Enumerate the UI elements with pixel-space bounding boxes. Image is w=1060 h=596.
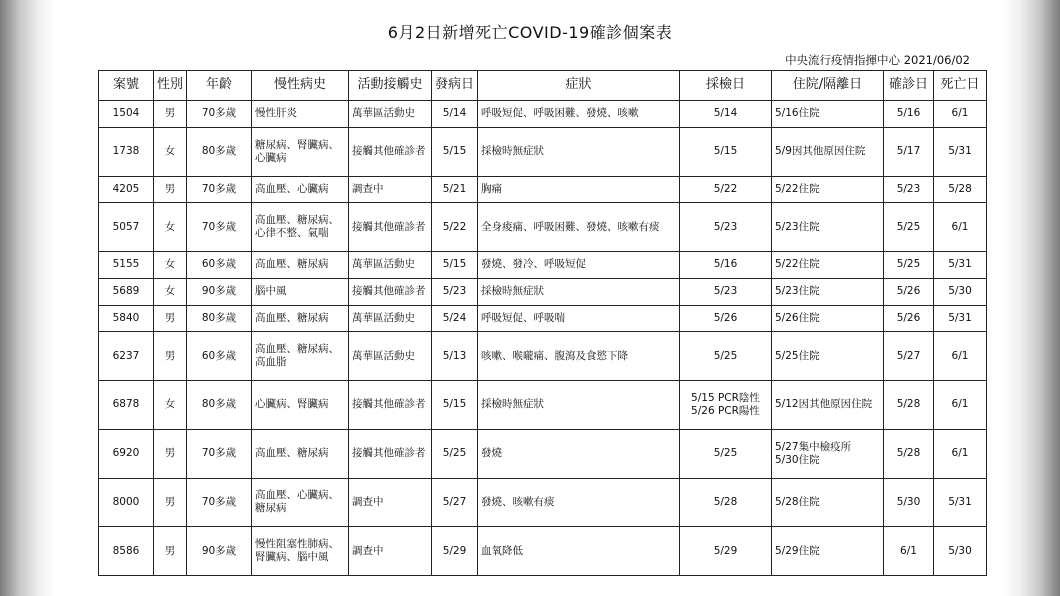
cell-hospitalization-date: 5/23住院 [772,203,884,252]
cell-chronic-history: 高血壓、糖尿病 [252,429,349,478]
cell-symptoms: 發燒、發冷、呼吸短促 [478,252,680,279]
table-row [99,527,987,576]
cell-confirmed-date: 5/17 [884,127,934,176]
cell-symptoms: 呼吸短促、呼吸喘 [478,305,680,332]
table-header-row [99,71,987,101]
cell-gender: 女 [154,381,187,430]
cell-contact-history: 接觸其他確診者 [349,381,432,430]
table-row [99,278,987,305]
cell-test-date: 5/26 [680,305,772,332]
cell-death-date: 5/31 [934,305,987,332]
cell-age: 70多歲 [187,176,252,203]
cell-contact-history: 調查中 [349,176,432,203]
header-age: 年齡 [187,71,252,101]
cell-test-date: 5/23 [680,203,772,252]
table-row [99,305,987,332]
table-row [99,101,987,128]
cell-age: 70多歲 [187,101,252,128]
cell-case-number: 4205 [99,176,154,203]
cell-age: 70多歲 [187,478,252,527]
cell-confirmed-date: 5/28 [884,429,934,478]
cell-chronic-history: 高血壓、糖尿病 [252,252,349,279]
cell-age: 90多歲 [187,278,252,305]
cell-confirmed-date: 5/25 [884,252,934,279]
cell-symptoms: 採檢時無症狀 [478,278,680,305]
cell-contact-history: 接觸其他確診者 [349,203,432,252]
cell-onset-date: 5/25 [432,429,478,478]
cell-gender: 男 [154,429,187,478]
table-body [99,101,987,576]
cell-age: 90多歲 [187,527,252,576]
cell-chronic-history: 高血壓、糖尿病、 心律不整、氣喘 [252,203,349,252]
cell-age: 80多歲 [187,127,252,176]
table-row [99,176,987,203]
cell-hospitalization-date: 5/23住院 [772,278,884,305]
cell-contact-history: 萬華區活動史 [349,305,432,332]
cell-symptoms: 胸痛 [478,176,680,203]
cell-onset-date: 5/23 [432,278,478,305]
cell-death-date: 5/31 [934,478,987,527]
cell-onset-date: 5/22 [432,203,478,252]
cell-test-date: 5/28 [680,478,772,527]
cell-onset-date: 5/15 [432,252,478,279]
cell-contact-history: 調查中 [349,478,432,527]
table-row [99,203,987,252]
cell-hospitalization-date: 5/29住院 [772,527,884,576]
cell-age: 80多歲 [187,381,252,430]
cell-death-date: 5/30 [934,527,987,576]
cell-hospitalization-date: 5/9因其他原因住院 [772,127,884,176]
cell-contact-history: 萬華區活動史 [349,101,432,128]
header-onset-date: 發病日 [432,71,478,101]
cell-confirmed-date: 5/26 [884,278,934,305]
left-edge-shadow [0,0,56,596]
cell-gender: 男 [154,305,187,332]
cell-gender: 男 [154,101,187,128]
table-row [99,478,987,527]
cell-symptoms: 發燒、咳嗽有痰 [478,478,680,527]
cell-hospitalization-date: 5/25住院 [772,332,884,381]
cell-age: 80多歲 [187,305,252,332]
cell-case-number: 5155 [99,252,154,279]
cell-death-date: 5/30 [934,278,987,305]
cell-confirmed-date: 5/16 [884,101,934,128]
cell-confirmed-date: 5/28 [884,381,934,430]
cell-hospitalization-date: 5/22住院 [772,252,884,279]
cell-gender: 女 [154,127,187,176]
cell-case-number: 6237 [99,332,154,381]
cell-confirmed-date: 5/27 [884,332,934,381]
cell-case-number: 1738 [99,127,154,176]
cell-contact-history: 萬華區活動史 [349,252,432,279]
cell-case-number: 5840 [99,305,154,332]
cell-confirmed-date: 5/25 [884,203,934,252]
cell-confirmed-date: 5/30 [884,478,934,527]
cell-chronic-history: 高血壓、心臟病、 糖尿病 [252,478,349,527]
cell-contact-history: 萬華區活動史 [349,332,432,381]
cell-confirmed-date: 5/23 [884,176,934,203]
cell-chronic-history: 心臟病、腎臟病 [252,381,349,430]
cell-age: 70多歲 [187,429,252,478]
cell-case-number: 8586 [99,527,154,576]
cell-hospitalization-date: 5/16住院 [772,101,884,128]
cell-symptoms: 呼吸短促、呼吸困難、發燒、咳嗽 [478,101,680,128]
cell-age: 70多歲 [187,203,252,252]
cell-death-date: 5/28 [934,176,987,203]
table-row [99,429,987,478]
table-row [99,381,987,430]
header-death-date: 死亡日 [934,71,987,101]
cell-case-number: 1504 [99,101,154,128]
cell-symptoms: 發燒 [478,429,680,478]
cell-test-date: 5/14 [680,101,772,128]
cell-hospitalization-date: 5/27集中檢疫所 5/30住院 [772,429,884,478]
right-edge-shadow [1002,0,1060,596]
cell-case-number: 5689 [99,278,154,305]
cell-death-date: 6/1 [934,332,987,381]
cell-gender: 男 [154,332,187,381]
cell-symptoms: 全身痠痛、呼吸困難、發燒、咳嗽有痰 [478,203,680,252]
header-contact-history: 活動接觸史 [349,71,432,101]
cell-test-date: 5/16 [680,252,772,279]
cell-hospitalization-date: 5/26住院 [772,305,884,332]
cell-chronic-history: 糖尿病、腎臟病、 心臟病 [252,127,349,176]
cell-test-date: 5/15 PCR陰性 5/26 PCR陽性 [680,381,772,430]
cell-gender: 男 [154,176,187,203]
cell-death-date: 5/31 [934,127,987,176]
cell-gender: 女 [154,278,187,305]
cell-test-date: 5/15 [680,127,772,176]
header-symptoms: 症狀 [478,71,680,101]
cell-contact-history: 接觸其他確診者 [349,127,432,176]
cell-case-number: 6878 [99,381,154,430]
cell-onset-date: 5/24 [432,305,478,332]
cell-onset-date: 5/15 [432,127,478,176]
cell-confirmed-date: 6/1 [884,527,934,576]
header-confirmed-date: 確診日 [884,71,934,101]
header-chronic-history: 慢性病史 [252,71,349,101]
cell-gender: 女 [154,252,187,279]
cell-symptoms: 咳嗽、喉嚨痛、腹瀉及食慾下降 [478,332,680,381]
cell-symptoms: 血氧降低 [478,527,680,576]
cell-death-date: 6/1 [934,429,987,478]
cell-test-date: 5/23 [680,278,772,305]
cell-test-date: 5/22 [680,176,772,203]
table-row [99,252,987,279]
cell-case-number: 6920 [99,429,154,478]
cell-symptoms: 採檢時無症狀 [478,127,680,176]
cell-age: 60多歲 [187,332,252,381]
header-hospitalization-date: 住院/隔離日 [772,71,884,101]
header-gender: 性別 [154,71,187,101]
cell-test-date: 5/25 [680,332,772,381]
cell-hospitalization-date: 5/28住院 [772,478,884,527]
cell-death-date: 6/1 [934,101,987,128]
cell-test-date: 5/29 [680,527,772,576]
cell-onset-date: 5/27 [432,478,478,527]
cell-chronic-history: 高血壓、糖尿病、 高血脂 [252,332,349,381]
cell-chronic-history: 高血壓、糖尿病 [252,305,349,332]
cell-confirmed-date: 5/26 [884,305,934,332]
cell-onset-date: 5/14 [432,101,478,128]
document-source: 中央流行疫情指揮中心 2021/06/02 [785,53,970,67]
cell-age: 60多歲 [187,252,252,279]
cell-test-date: 5/25 [680,429,772,478]
cell-hospitalization-date: 5/12因其他原因住院 [772,381,884,430]
cell-onset-date: 5/15 [432,381,478,430]
document-title: 6月2日新增死亡COVID-19確診個案表 [387,23,673,42]
cell-death-date: 6/1 [934,381,987,430]
cell-chronic-history: 慢性肝炎 [252,101,349,128]
cell-symptoms: 採檢時無症狀 [478,381,680,430]
cell-gender: 男 [154,478,187,527]
cell-case-number: 8000 [99,478,154,527]
cell-onset-date: 5/21 [432,176,478,203]
cell-death-date: 6/1 [934,203,987,252]
cell-contact-history: 接觸其他確診者 [349,278,432,305]
cell-onset-date: 5/29 [432,527,478,576]
cell-gender: 女 [154,203,187,252]
cell-death-date: 5/31 [934,252,987,279]
cell-gender: 男 [154,527,187,576]
cell-chronic-history: 慢性阻塞性肺病、 腎臟病、腦中風 [252,527,349,576]
header-case-number: 案號 [99,71,154,101]
cell-case-number: 5057 [99,203,154,252]
cell-contact-history: 接觸其他確診者 [349,429,432,478]
cell-chronic-history: 腦中風 [252,278,349,305]
table-row [99,332,987,381]
cell-contact-history: 調查中 [349,527,432,576]
cases-table [98,70,987,576]
table-row [99,127,987,176]
cell-onset-date: 5/13 [432,332,478,381]
cell-chronic-history: 高血壓、心臟病 [252,176,349,203]
header-test-date: 採檢日 [680,71,772,101]
cell-hospitalization-date: 5/22住院 [772,176,884,203]
